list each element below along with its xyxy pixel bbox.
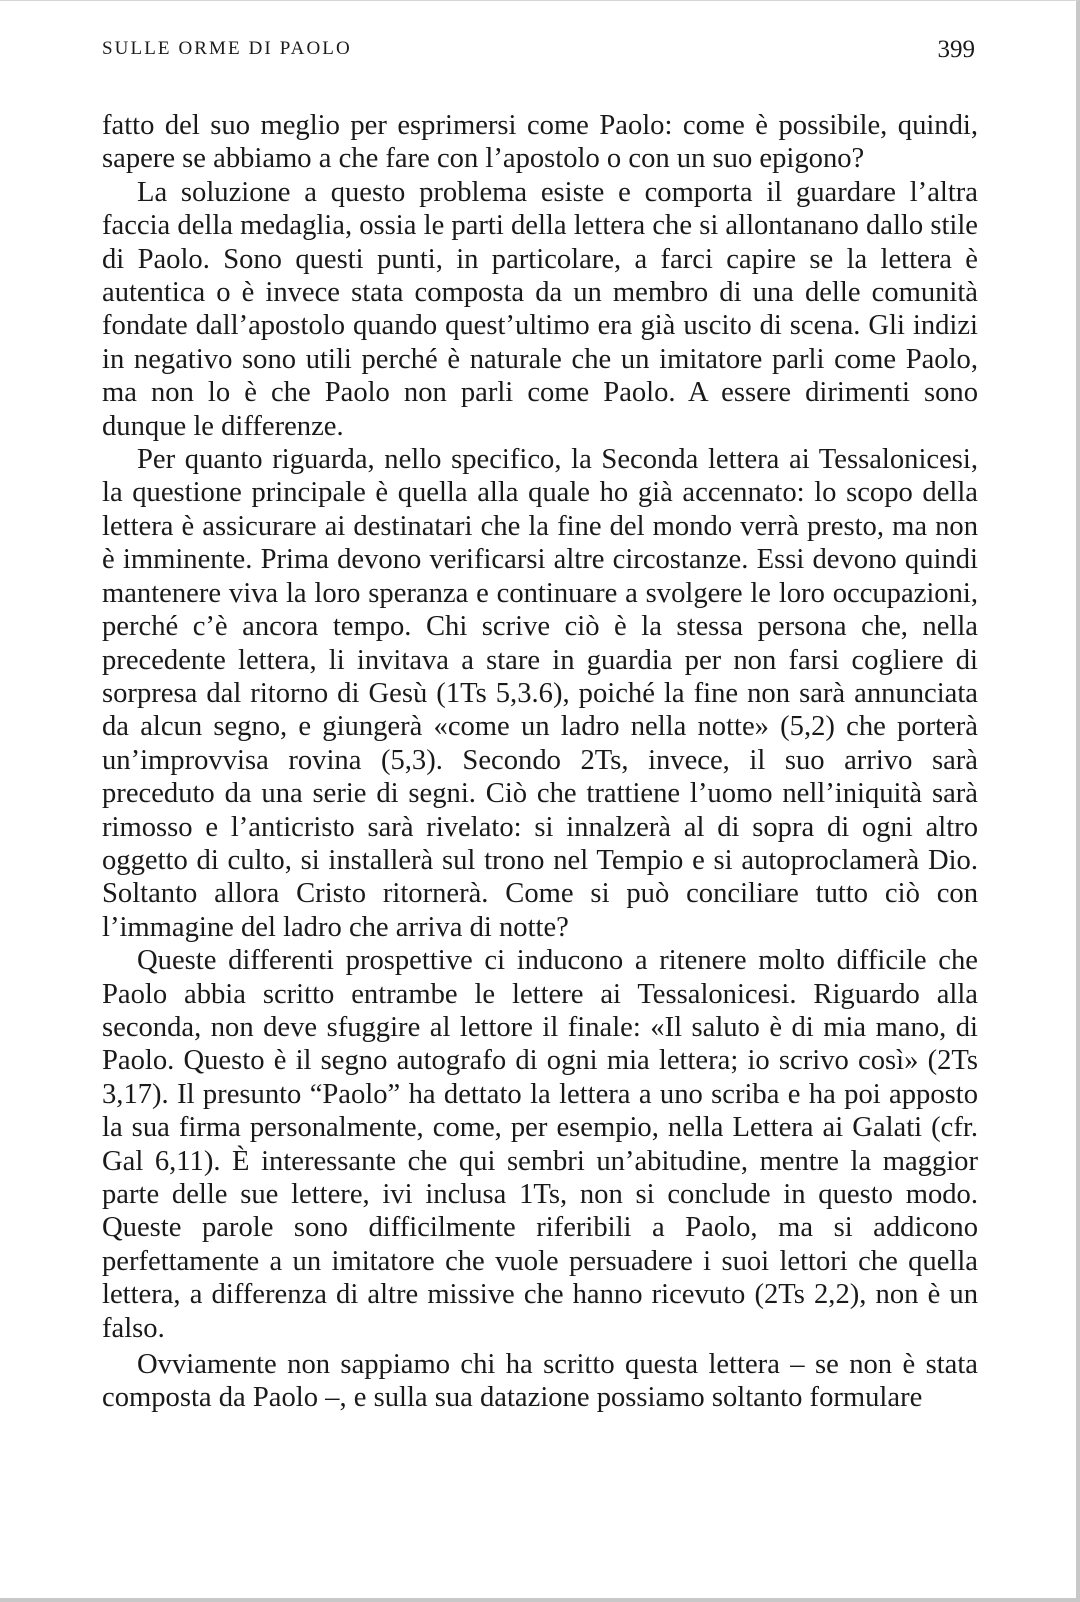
paragraph: Ovviamente non sappiamo chi ha scritto questa lettera – se non è stata composta da Paolo –, e sulla sua datazione possiamo soltanto formulare [102,1349,978,1414]
running-title: SULLE ORME DI PAOLO [102,38,352,59]
paragraph-continued: fatto del suo meglio per esprimersi come Paolo: come è possibile, quindi, sapere se abbiamo a che fare con l’apostolo o con un suo epigono? [102,110,978,175]
paragraph: Per quanto riguarda, nello specifico, la Seconda lettera ai Tessalonicesi, la questione principale è quella alla quale ho già accennato: lo scopo della lettera è assicurare ai destinatari che la fine del mondo verrà presto, ma non è imminente. Prima devono verificarsi altre circostanze. Essi devono quindi mantenere viva la loro speranza e continuare a svolgere le loro occupazioni, perché c’è ancora tempo. Chi scrive ciò è la stessa persona che, nella precedente lettera, li invitava a stare in guardia per non farsi cogliere di sorpresa dal ritorno di Gesù (1Ts 5,3.6), poiché la fine non sarà annunciata da alcun segno, e giungerà «come un ladro nella notte» (5,2) che porterà un’improvvisa rovina (5,3). Secondo 2Ts, invece, il suo arrivo sarà preceduto da una serie di segni. Ciò che trattiene l’uomo nell’iniquità sarà rimosso e l’anticristo sarà rivelato: si innalzerà al di sopra di ogni altro oggetto di culto, si installerà sul trono nel Tempio e si autoproclamerà Dio. Soltanto allora Cristo ritornerà. Come si può conciliare tutto ciò con l’immagine del ladro che arriva di notte? [102,444,978,943]
paragraph: Queste differenti prospettive ci inducono a ritenere molto difficile che Paolo abbia scritto entrambe le lettere ai Tessalonicesi. Riguardo alla seconda, non deve sfuggire al lettore il finale: «Il saluto è di mia mano, di Paolo. Questo è il segno autografo di ogni mia lettera; io scrivo così» (2Ts 3,17). Il presunto “Paolo” ha dettato la lettera a uno scriba e ha poi apposto la sua firma personalmente, come, per esempio, nella Lettera ai Galati (cfr. Gal 6,11). È interessante che qui sembri un’abitudine, mentre la maggior parte delle sue lettere, ivi inclusa 1Ts, non si conclude in questo modo. Queste parole sono difficilmente riferibili a Paolo, ma si addicono perfettamente a un imitatore che vuole persuadere i suoi lettori che quella lettera, a differenza di altre missive che hanno ricevuto (2Ts 2,2), non è un falso. [102,945,978,1344]
body-text [102,109,978,1415]
page-number: 399 [937,36,975,63]
paragraph: La soluzione a questo problema esiste e comporta il guardare l’altra faccia della medaglia, ossia le parti della lettera che si allontanano dallo stile di Paolo. Sono questi punti, in particolare, a farci capire se la lettera è autentica o è invece stata composta da un membro di una delle comunità fondate dall’apostolo quando quest’ultimo era già uscito di scena. Gli indizi in negativo sono utili perché è naturale che un imitatore parli come Paolo, ma non lo è che Paolo non parli come Paolo. A essere dirimenti sono dunque le differenze. [102,176,978,442]
running-header [102,38,975,64]
